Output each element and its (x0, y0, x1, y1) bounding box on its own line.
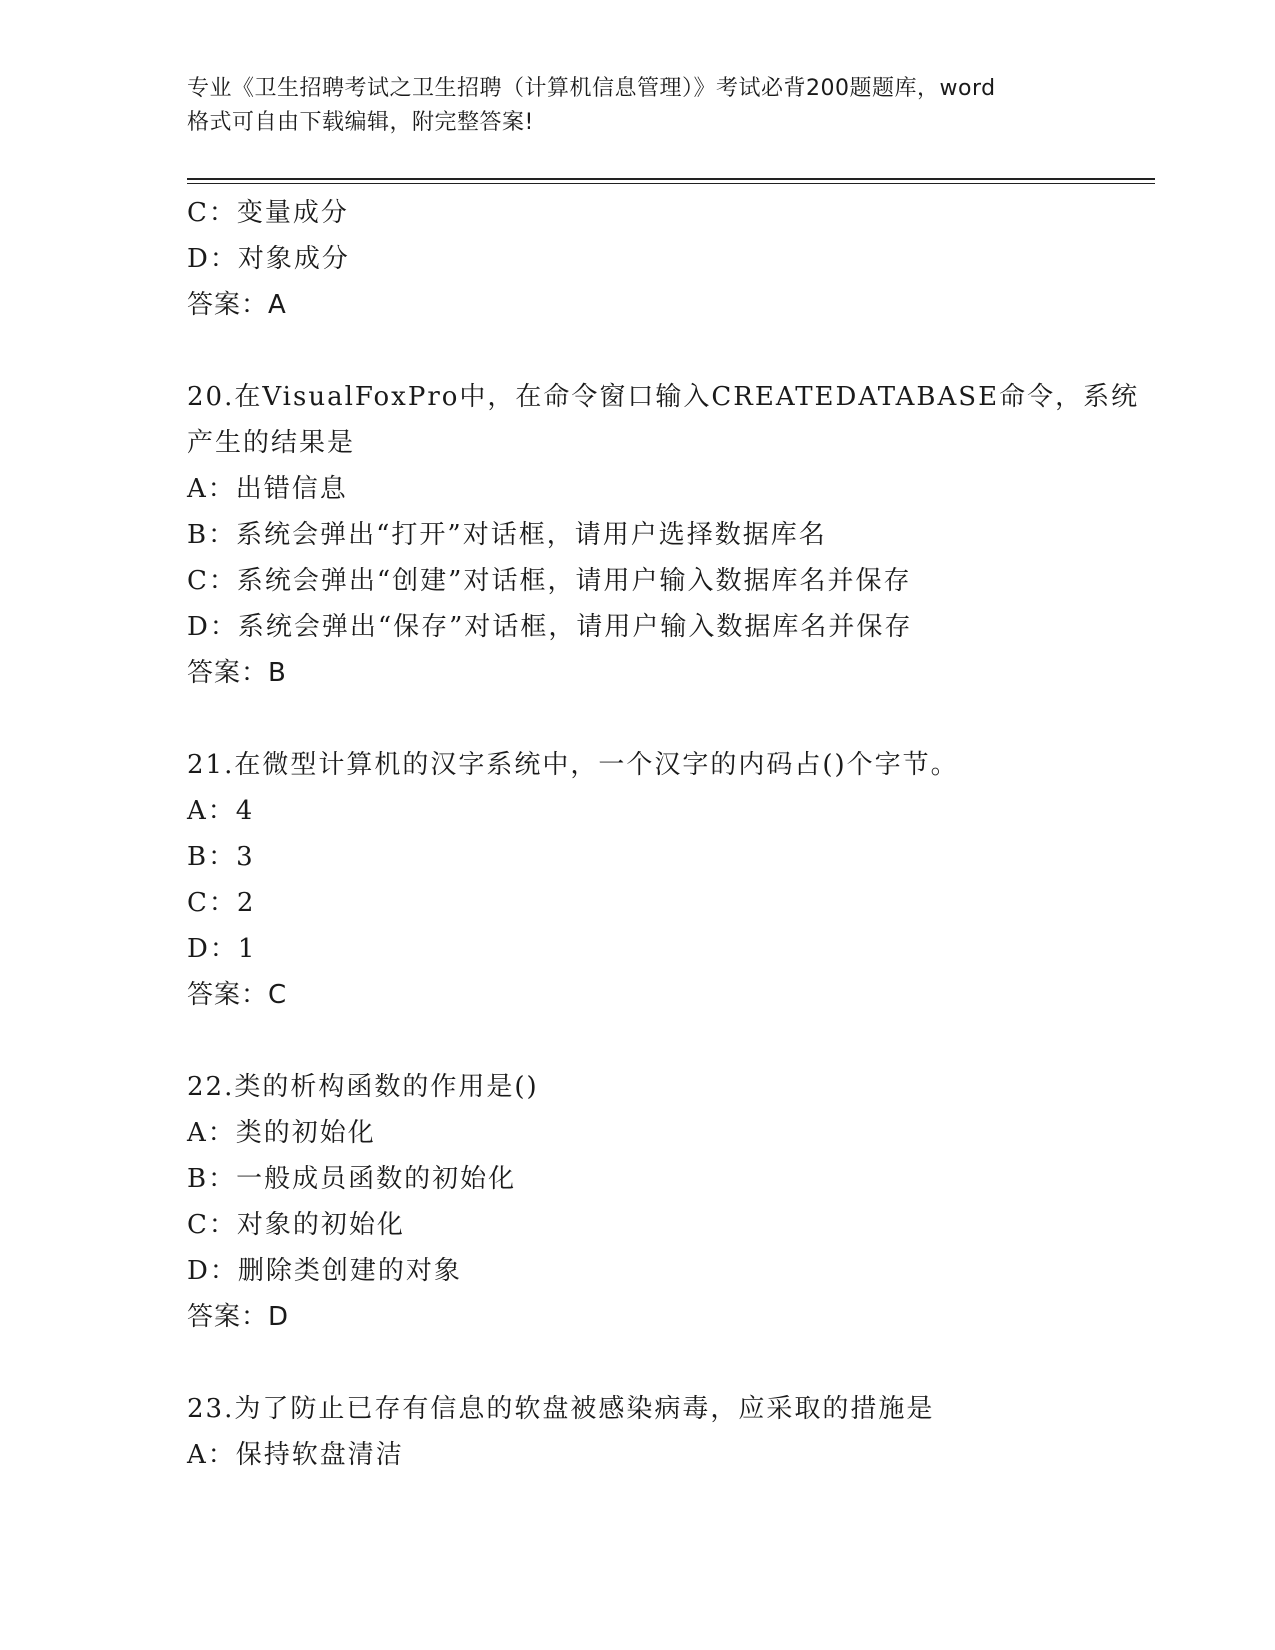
question-22 (187, 1064, 1155, 1340)
answer-line: 答案：D (187, 1302, 290, 1332)
option-b: B：3 (187, 842, 255, 872)
header-divider-thin (187, 183, 1155, 184)
question-spacer (187, 1340, 1155, 1386)
question-stem: 20.在VisualFoxPro中，在命令窗口输入CREATEDATABASE命令，系统 (187, 382, 1140, 412)
question-21 (187, 742, 1155, 1018)
option-a: A：类的初始化 (187, 1118, 376, 1148)
question-stem: 21.在微型计算机的汉字系统中，一个汉字的内码占()个字节。 (187, 750, 959, 780)
option-a: A：保持软盘清洁 (187, 1440, 404, 1470)
question-list (187, 190, 1155, 1478)
option-d: D：删除类创建的对象 (187, 1256, 462, 1286)
question-stem: 23.为了防止已存有信息的软盘被感染病毒，应采取的措施是 (187, 1394, 935, 1424)
question-23 (187, 1386, 1155, 1478)
answer-line: 答案：B (187, 658, 287, 688)
option-d: D：系统会弹出“保存”对话框，请用户输入数据库名并保存 (187, 612, 913, 642)
answer-line: 答案：A (187, 290, 287, 320)
option-c: C：对象的初始化 (187, 1210, 405, 1240)
option-d: D：对象成分 (187, 244, 350, 274)
question-spacer (187, 328, 1155, 374)
document-header (187, 72, 1087, 140)
option-a: A：出错信息 (187, 474, 348, 504)
option-b: B：系统会弹出“打开”对话框，请用户选择数据库名 (187, 520, 827, 550)
question-stem: 22.类的析构函数的作用是() (187, 1072, 539, 1102)
question-spacer (187, 1018, 1155, 1064)
header-line-2: 格式可自由下载编辑，附完整答案! (187, 110, 534, 135)
option-d: D：1 (187, 934, 257, 964)
question-spacer (187, 696, 1155, 742)
option-b: B：一般成员函数的初始化 (187, 1164, 517, 1194)
question-stem-continued: 产生的结果是 (187, 428, 356, 458)
question-20 (187, 374, 1155, 696)
header-line-1: 专业《卫生招聘考试之卫生招聘（计算机信息管理）》考试必背200题题库，word (187, 76, 996, 101)
option-a: A：4 (187, 796, 255, 826)
answer-line: 答案：C (187, 980, 288, 1010)
option-c: C：系统会弹出“创建”对话框，请用户输入数据库名并保存 (187, 566, 912, 596)
option-c: C：2 (187, 888, 256, 918)
option-c: C：变量成分 (187, 198, 349, 228)
header-divider-thick (187, 178, 1155, 180)
question-19-tail (187, 190, 1155, 328)
